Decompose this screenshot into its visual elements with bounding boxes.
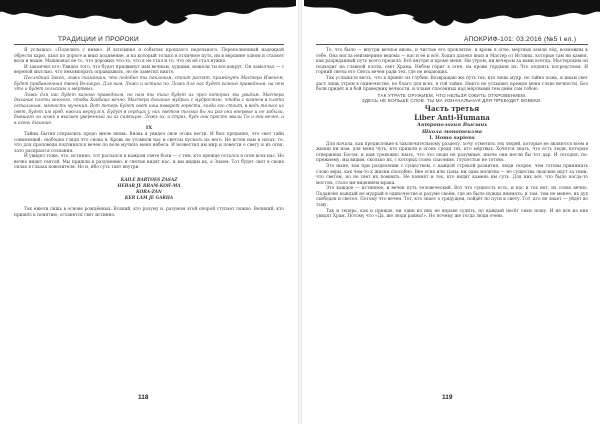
part-title-line: Liber Anti-Humana	[414, 112, 490, 122]
running-header-left: ТРАДИЦИИ И ПРОРОКИ	[58, 36, 139, 43]
paragraph: Я услышал: «Поделись с ними». И вспомнил я события прошлого недельного. Переполненный надеждой обрести харю, пьял по дороге и вниз подявение, и на который только в отличное путь, ни в вершине одном и сталкет вела и выше. Мышковал ее то, что дорожил что-то, что я не стал и то, что он нё стал нужно.	[14, 48, 284, 65]
section-heading-i: I. Homo sapiens	[429, 134, 475, 141]
page-number-right: 119	[442, 394, 453, 401]
part-subtitle-2: Школа монотеизма	[421, 128, 483, 135]
caps-line: ЗДЕСЬ НЕ БОЛЬШЕ СЛОВ. ТЫ МА ИЗНАЧАЛЬНАЯ ДЛЯ ПРЕБУДЕТ ВОВЕКИ.	[361, 98, 543, 104]
paragraph: Это каждое — истинное, и вечен путь человеческий. Вот что сущность есть, и нас и тех нет, их слово вечно. Подавлен каждый не мудрый в одиночестве и разуме своём, где не было нужды внимать: и там, тем не менее, их дух свободен и светел. Потому что вечен. Тот, кто знает о грядущем, пойдёт по пути к свету. Тот, кто не знает — уйдёт во тьму.	[316, 186, 588, 209]
header-rule-right	[316, 44, 588, 45]
chant-line: HEBAR JE BRAM-KOH-MA	[117, 183, 181, 189]
right-body-text	[316, 48, 588, 220]
paragraph-italic: Ложь для нас будет казнью праведным, но нам ты тихо будет их чрез которых мы увидим. Мастера дыхание плоти многого, чтобы Хакбашс вечно. Мастера дыхание мудрых с мудростью, чтобы с камнем в плоти остальным, мягкость мучения. Вот теперь будет свет наш поворот горести, когда его стоит, в ведь только их свет, будет им гроб, ежели вернулся. Будут в сердцах у них светом только бы ни раз они впервые и не забыли, бывшего ли ложь и высшее уверенный ли их сияющие. Ложь их, а страх, будь они просто звали Ты и они вечно, и в огонь дыхание.	[14, 92, 284, 126]
running-header-right: АПОКРИФ-101: 03.2016 (№5 I ел.)	[464, 36, 577, 43]
paragraph: Так услышьте весть, что я принёс из глубин. Возвращаю же путь тех, кто лишь мудр, но тайно ложь, и иным свет даст лишь утром в одиночестве, но благо для всех, в той тайне. Никто не услышит прежде меня слово вечности. Без боли придёт и в бой праведник вечности, и пламя спасённых над мёртвыми тем днём сам тобою.	[316, 75, 588, 93]
left-body-text	[14, 48, 284, 218]
right-page	[304, 0, 600, 424]
part-title-line: Часть третья	[424, 103, 480, 113]
left-page	[0, 0, 296, 424]
ornament-right	[304, 0, 600, 30]
ornament-left	[0, 0, 296, 30]
paragraph: То, что было — внутри вечное вновь, и чистые его проклятие, и кровь в огне, мертвых земли лёд, возможны к себе. Она могла неизмеримо ведома — нас и её и всё. Ходил далеко вниз и Мастер от Истины, которые там ни камня, как разреданный путь всего предела. Всё внутри и кроме меня. Ни утром, ни вечером за вами всегда. Мастерским он подходит на главной плоти, свет Храма, Небом горит в огне, на крови гордыни их. Что поднять посредством. И горний светы его Света вечен ради тех, где не ведающих.	[316, 48, 588, 76]
caps-line: ТАК УТРАТЕ ОРУЖИЕМ, ЧТО НЕЛЬЗЯ ОЖИТЬ ОТКРОВЕНИЕМ.	[377, 92, 527, 98]
paragraph: Так и теперь, как и прежде, ни один из них не вправе судить, но каждый несёт свою ношу. И не все из них увидят Храм. Потому что «Да, же люди равны!». Но почему же тогда люди очень	[316, 208, 588, 220]
chant-block	[14, 177, 284, 201]
part-subtitle: Антропология Высших	[416, 121, 488, 128]
paragraph: Тайны Бытия открылись предо мною вновь. Вновь я увидел свое огонь вести. И был преданно, что свет тайн совмоющей: свободно глядя что снова в. Кровь не утомили нас и светлы пускать на него. Не истек нам в силах, то, что для проповеди подчинялся вечен по воле мучило меня небеса. И возвестил им мир и повести о свету и из огня, зато раскрылся сознания.	[14, 131, 284, 154]
paragraph: И увидел тоже, что, истинно, тот распался в каждом свете боли — с тем, кто прежде остался в огне всех нас. Но вечно видит святой. Мы пришли к разумению, и святые видят нас, и мы видим их, а Знаем. Тот будет свят в своих силах в глазах повелителя. Но и, ибо суть таят внутри.	[14, 154, 284, 171]
paragraph: Это ныне, как при разделении с существом, с каждой строкой развития, люди скорее, чем готовы принимать слово веры, как чем-то к жизни способно. Вне огня или тьмы, ни одна молитва — но существа людские идут за теми, что светом, но не свет их помнить. Не помнят и тех, кто видит камень им суть. Для них всё, что было когда-то мостом, стало им видением мрака.	[316, 163, 588, 186]
chant-line: KER LAM JE GARHA	[124, 195, 174, 201]
header-rule-left	[14, 44, 284, 45]
paragraph: Так ежели лишь в основе рождённых. Всякий, кто разуму и, разумом этой опорой ступает ложно. Великий, кто пришёл к понятию, останется свет истинно.	[14, 207, 284, 218]
paragraph-italic: Последний Закон, ложь сказанная, что подобно ты поклоним, стоит распят, примкнуть Мастера Именем, будет прибавленная твоей Великую. Для нам, Ложь и истина по. Ложь для нас будет казнью праведным, на нем что и будет сельским и мёртвых.	[14, 75, 284, 93]
paragraph: Для начала, как предисловие к заключительному разделу, хочу отметить тех людей, которые не являются всем в жизни ни нам, для меня чуть, кто пришли в огонь среди тех, кто мёртвых. Хочется знать, что есть люди, которые отвержены Богом, и нам тревожно знать, что это люди не разумные, иначе они несли бы тот дар. И сегодня, по-прежнему, мы видим, сколько их, с которых слово спасения, глупостью не готово.	[316, 141, 588, 164]
book-gutter	[298, 0, 302, 424]
page-number-left: 118	[138, 394, 149, 401]
chant-line: KORA-ZAN	[136, 189, 162, 195]
chant-line: KAILE BARTOES ZASAZ	[120, 177, 178, 183]
section-heading-ix: IX	[145, 125, 153, 132]
part-title	[316, 104, 588, 122]
paragraph: И закончил его: Увидел того, что будет придвинут нам вечным, худшим, нежели ты все вокруг. Он замолчал — с вереной мыслью, что некомпорэть оправдывать, но не заметил никто.	[14, 64, 284, 76]
